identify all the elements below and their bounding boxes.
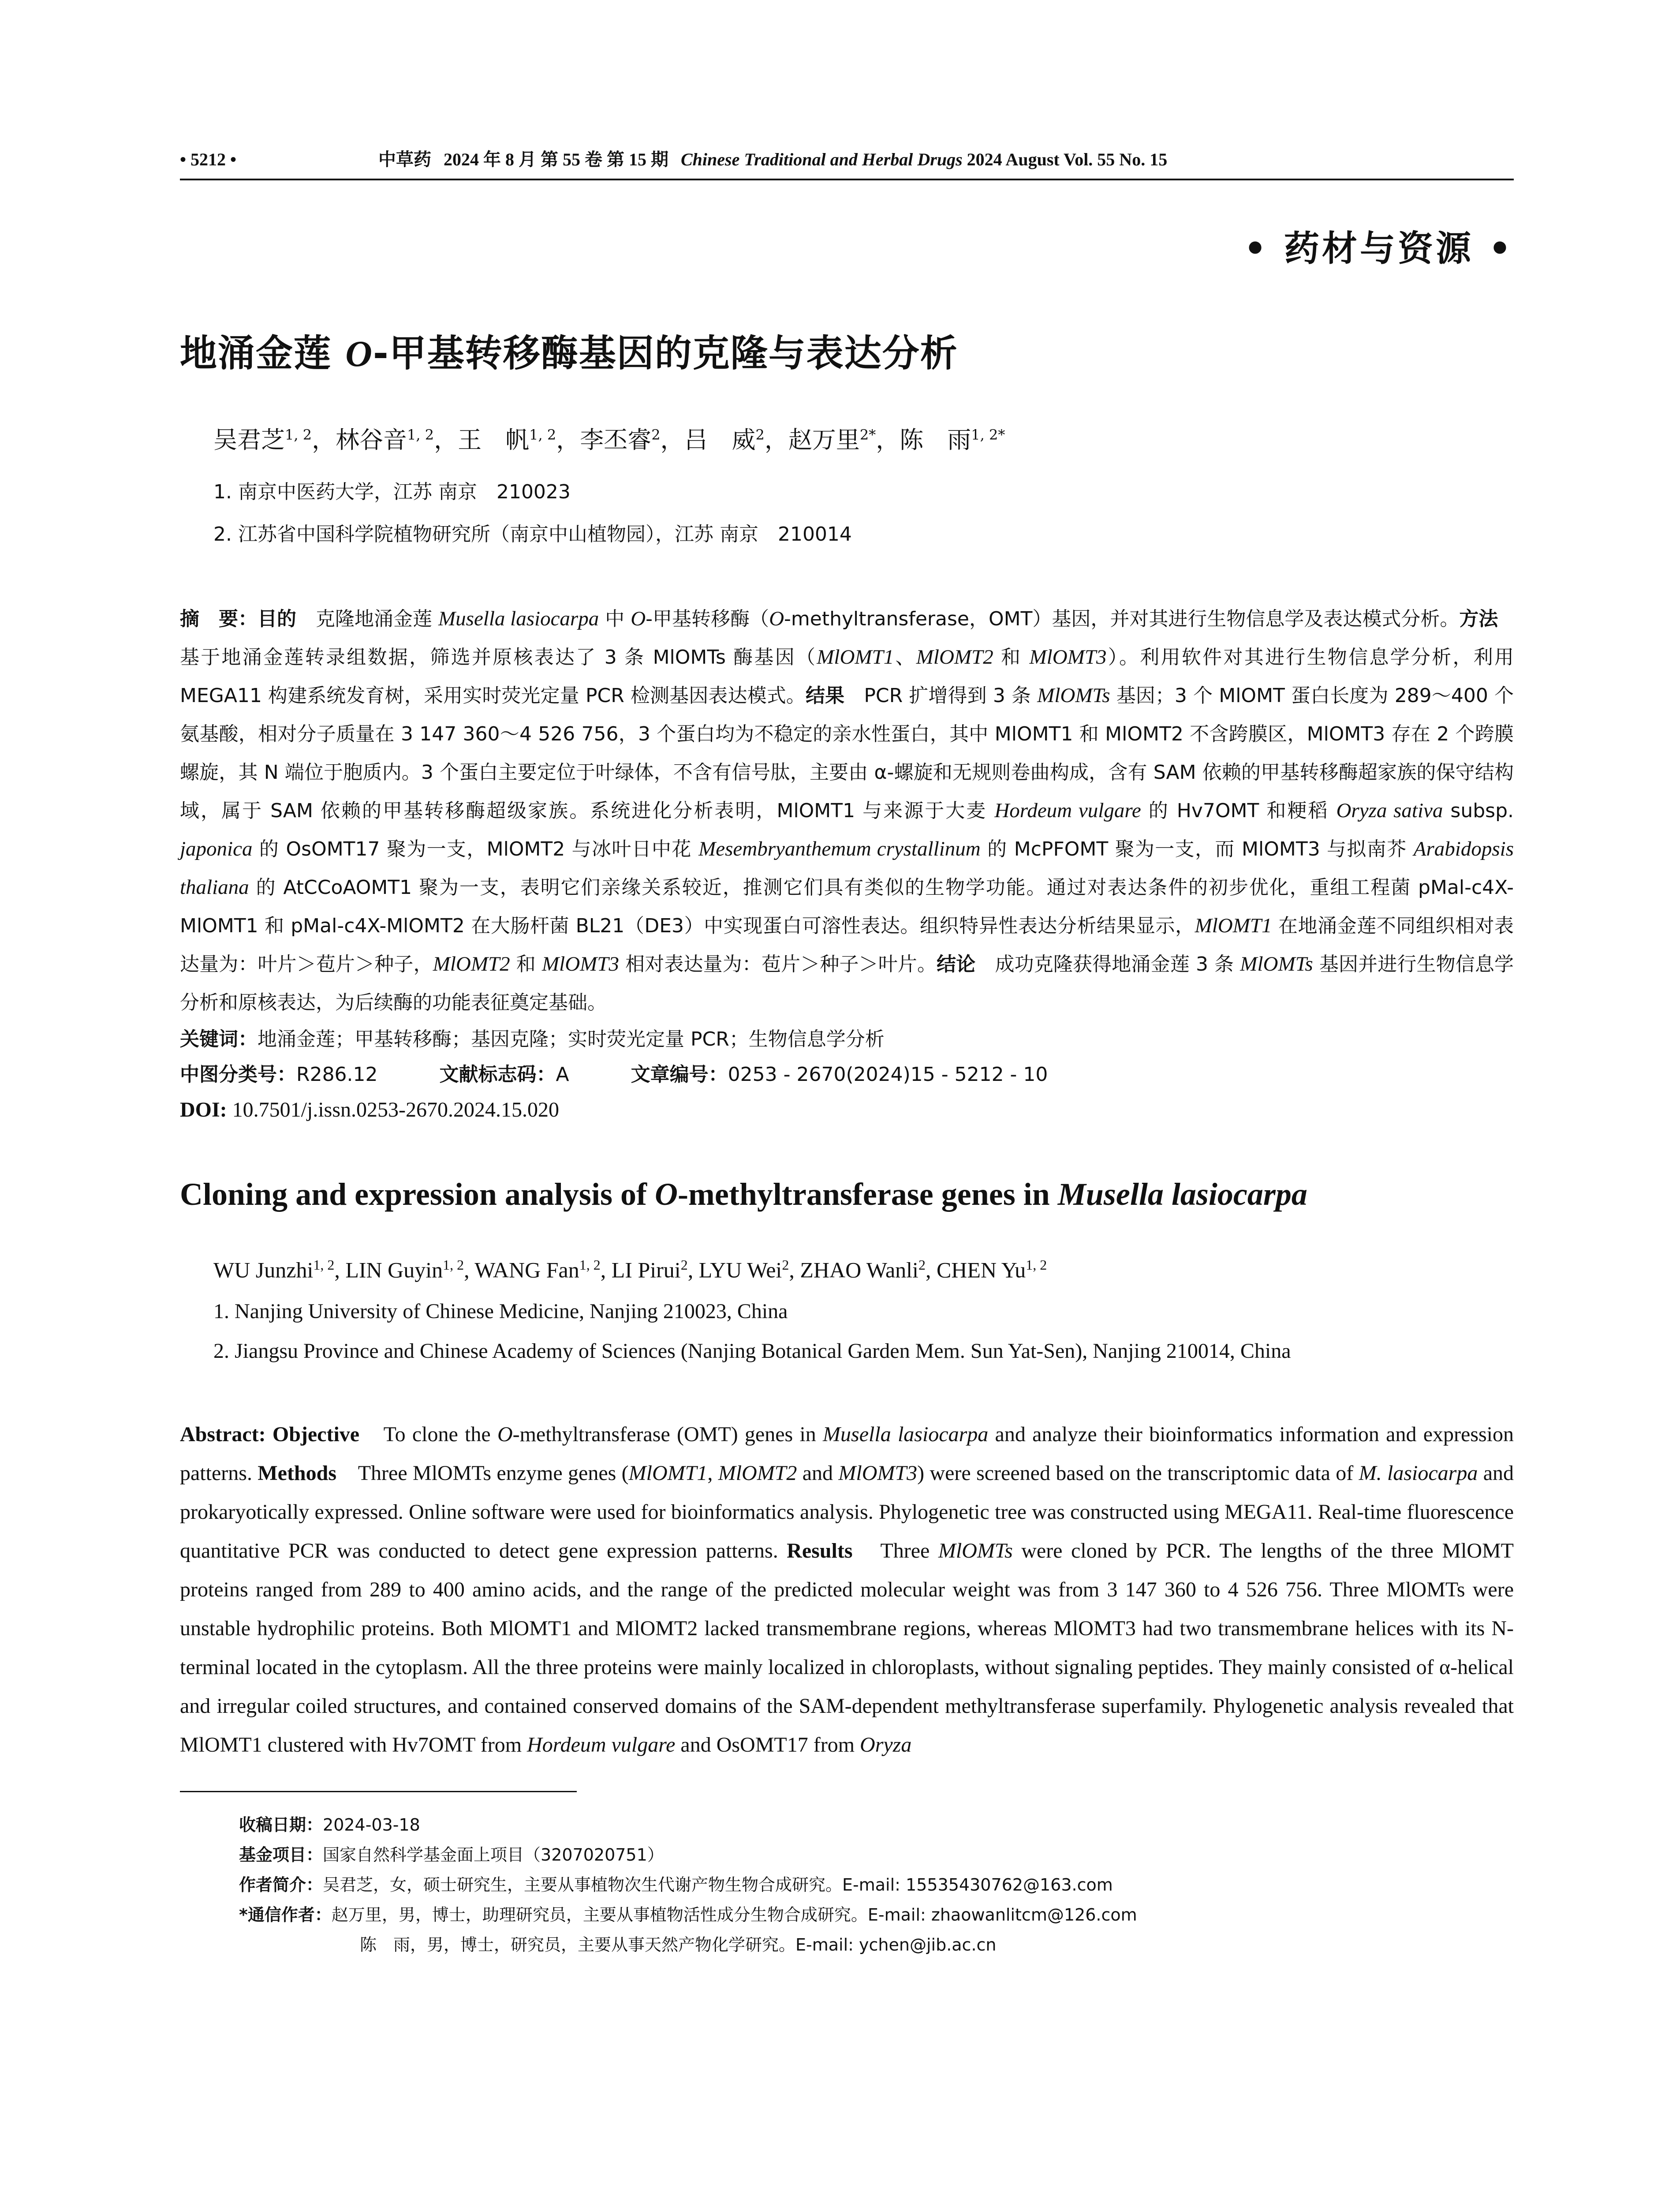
doi: DOI: 10.7501/j.issn.0253-2670.2024.15.020	[180, 1098, 560, 1121]
keywords-cn: 关键词：地涌金莲；甲基转移酶；基因克隆；实时荧光定量 PCR；生物信息学分析	[180, 1028, 885, 1050]
author-name: 林谷音	[336, 426, 407, 454]
italic-term: MlOMTs	[938, 1539, 1013, 1562]
author-affil-mark: 1, 2	[313, 1257, 335, 1273]
italic-term: MlOMT1	[628, 1461, 708, 1485]
author-affil-mark: 1, 2	[579, 1257, 601, 1273]
italic-term: Hordeum vulgare	[527, 1733, 676, 1757]
italic-term: O	[497, 1422, 513, 1446]
italic-term: MlOMT3	[838, 1461, 918, 1485]
author-name: 吴君芝	[213, 426, 285, 454]
footnote-rule	[180, 1791, 577, 1792]
author-affil-mark: 2*	[859, 426, 876, 443]
author-separator: ，	[312, 426, 336, 454]
classification-row	[180, 1057, 1514, 1092]
author-affil-mark: 1, 2	[407, 426, 434, 443]
footnotes	[239, 1810, 1514, 1960]
author-name: 吕 威	[684, 426, 756, 454]
footnote-value: 2024-03-18	[323, 1815, 420, 1835]
affiliations-en	[180, 1292, 1514, 1371]
author-name: WU Junzhi	[213, 1257, 314, 1282]
italic-term: MlOMT1	[817, 646, 894, 669]
author-name: 王 帆	[458, 426, 530, 454]
footnote-label: 基金项目：	[239, 1845, 323, 1865]
abstract-text: subsp.	[1443, 800, 1514, 822]
author-name: WANG Fan	[474, 1257, 579, 1282]
article-id: 文章编号：0253 - 2670(2024)15 - 5212 - 10	[631, 1063, 1048, 1086]
abstract-text: 的 Hv7OMT 和粳稻	[1141, 800, 1337, 822]
italic-term: O	[769, 607, 784, 630]
abstract-label: 摘 要：目的	[180, 608, 296, 630]
abstract-label: Methods	[258, 1461, 336, 1485]
footnote-label: 收稿日期：	[239, 1815, 323, 1835]
italic-term: M. lasiocarpa	[1359, 1461, 1478, 1485]
affiliation-cn-2: 2. 江苏省中国科学院植物研究所（南京中山植物园），江苏 南京 210014	[213, 523, 852, 546]
footnote-label: 作者简介：	[239, 1875, 323, 1895]
page-number: • 5212 •	[180, 149, 237, 169]
author-affil-mark: 1, 2	[1026, 1257, 1047, 1273]
abstract-text: 基于地涌金莲转录组数据，筛选并原核表达了 3 条 MlOMTs 酶基因（	[180, 608, 1518, 669]
italic-term: MlOMTs	[1240, 953, 1313, 975]
affiliation-cn-1: 1. 南京中医药大学，江苏 南京 210023	[213, 481, 571, 503]
italic-term: Oryza sativa	[1336, 799, 1443, 822]
abstract-label: Results	[787, 1539, 853, 1562]
abstract-text: 的 AtCCoAOMT1 聚为一支，表明它们亲缘关系较近，推测它们具有类似的生物学功能。通过对表达条件的初步优化，重组工程菌 pMal-c4X-MlOMT1 和 pMal-c4X-MlOMT2 在大肠杆菌 BL21（DE3）中实现蛋白可溶性表达。组织特异性表达分析结果显示，	[180, 876, 1514, 937]
abstract-text: PCR 扩增得到 3 条	[844, 684, 1038, 707]
italic-term: MlOMT2	[916, 646, 993, 669]
author-separator: ,	[464, 1257, 475, 1282]
author-separator: ,	[925, 1257, 937, 1282]
abstract-text: -methyltransferase，OMT）基因，并对其进行生物信息学及表达模式分析。	[784, 608, 1460, 630]
footnote-item	[239, 1810, 1514, 1840]
italic-term: Oryza	[860, 1733, 912, 1757]
footnote-label: *通信作者：	[239, 1905, 332, 1925]
issue-info-cn: 2024 年 8 月 第 55 卷 第 15 期	[444, 149, 668, 169]
abstract-text: 克隆地涌金莲	[296, 608, 438, 630]
clc-number: 中图分类号：R286.12	[180, 1063, 378, 1086]
abstract-text: 中	[599, 608, 631, 630]
author-affil-mark: 1, 2	[443, 1257, 464, 1273]
author-name: LIN Guyin	[345, 1257, 443, 1282]
author-name: LI Pirui	[611, 1257, 681, 1282]
author-separator: ，	[660, 426, 684, 454]
author-separator: ，	[764, 426, 788, 454]
abstract-cn	[180, 600, 1518, 1022]
author-name: LYU Wei	[698, 1257, 782, 1282]
author-separator: ,	[600, 1257, 612, 1282]
abstract-text: 在地涌金莲不同组织相对表达量为：叶片＞苞片＞种子，	[180, 915, 1514, 975]
footnote-item-extra: 陈 雨，男，博士，研究员，主要从事天然产物化学研究。E-mail: ychen@jib.ac.cn	[360, 1935, 997, 1955]
running-header	[180, 146, 1514, 180]
footnote-value: 国家自然科学基金面上项目（3207020751）	[323, 1845, 664, 1865]
italic-term: MlOMT1	[1195, 914, 1272, 937]
author-affil-mark: 2	[755, 426, 765, 443]
abstract-text: 基因；3 个 MlOMT 蛋白长度为 289～400 个氨基酸，相对分子质量在 3 147 360～4 526 756，3 个蛋白均为不稳定的亲水性蛋白，其中 MlOMT1 和 MlOMT2 不含跨膜区，MlOMT3 存在 2 个跨膜螺旋，其 N 端位于胞质内。3 个蛋白主要定位于叶绿体，不含有信号肽，主要由 α-螺旋和无规则卷曲构成，含有 SAM 依赖的甲基转移酶超家族的保守结构域，属于 SAM 依赖的甲基转移酶超级家族。系统进化分析表明，MlOMT1 与来源于大麦	[180, 684, 1514, 822]
abstract-text: ）。利用软件对其进行生物信息学分析，利用 MEGA11 构建系统发育树，采用实时荧光定量 PCR 检测基因表达模式。	[180, 646, 1514, 707]
italic-term: MlOMTs	[1037, 684, 1110, 707]
authors-en	[213, 1257, 1514, 1283]
authors-cn	[213, 421, 1514, 455]
abstract-text: Three	[852, 1539, 938, 1562]
italic-term: MlOMT2	[718, 1461, 797, 1485]
abstract-text: were cloned by PCR. The lengths of the three MlOMT proteins ranged from 289 to 400 amino acids, and the range of the predicted molecular weight was from 3 147 360 to 4 526 756. Three MlOMTs were unstable hydrophilic proteins. Both MlOMT1 and MlOMT2 lacked transmembrane regions, whereas MlOMT3 had two transmembrane helices with its N-terminal located in the cytoplasm. All the three proteins were mainly localized in chloroplasts, without signaling peptides. They mainly consisted of α-helical and irregular coiled structures, and contained conserved domains of the SAM-dependent methyltransferase superfamily. Phylogenetic analysis revealed that MlOMT1 clustered with Hv7OMT from	[180, 1539, 1514, 1757]
affiliation-en-1: 1. Nanjing University of Chinese Medicine, Nanjing 210023, China	[213, 1299, 788, 1323]
author-affil-mark: 1, 2*	[971, 426, 1005, 443]
italic-term: Musella lasiocarpa	[823, 1422, 989, 1446]
abstract-text: and	[797, 1461, 839, 1485]
abstract-text: ) were screened based on the transcriptomic data of	[917, 1461, 1359, 1485]
italic-term: O	[631, 607, 646, 630]
abstract-text: 基因并进行生物信息学分析和原核表达，为后续酶的功能表征奠定基础。	[180, 953, 1514, 1014]
affiliations-cn	[180, 471, 1514, 556]
italic-term: MlOMT3	[542, 953, 619, 975]
journal-name-en: Chinese Traditional and Herbal Drugs	[681, 149, 963, 169]
abstract-text: 和	[993, 646, 1030, 669]
author-affil-mark: 2	[680, 1257, 688, 1273]
footnote-item	[239, 1900, 1514, 1930]
author-separator: ，	[876, 426, 900, 454]
abstract-text: To clone the	[359, 1422, 497, 1446]
journal-name-cn: 中草药	[378, 149, 431, 169]
author-name: 李丕睿	[580, 426, 652, 454]
paper-page	[180, 146, 1518, 1960]
author-separator: ，	[434, 426, 458, 454]
footnote-value: 吴君芝，女，硕士研究生，主要从事植物次生代谢产物生物合成研究。E-mail: 15535430762@163.com	[323, 1875, 1113, 1895]
abstract-label: Abstract: Objective	[180, 1422, 360, 1446]
affiliation-en-2: 2. Jiangsu Province and Chinese Academy of Sciences (Nanjing Botanical Garden Mem. Sun Yat-Sen), Nanjing 210014, China	[213, 1339, 1291, 1363]
author-name: 陈 雨	[900, 426, 971, 454]
author-affil-mark: 1, 2	[529, 426, 556, 443]
abstract-text: 成功克隆获得地涌金莲 3 条	[975, 953, 1240, 975]
author-name: 赵万里	[788, 426, 860, 454]
abstract-text: 、	[894, 646, 916, 669]
abstract-label: 方法	[1459, 608, 1498, 630]
author-affil-mark: 2	[782, 1257, 789, 1273]
abstract-en	[180, 1415, 1514, 1764]
footnote-item	[239, 1870, 1514, 1900]
abstract-text: 相对表达量为：苞片＞种子＞叶片。	[619, 953, 937, 975]
title-en: Cloning and expression analysis of O-methyltransferase genes in Musella lasiocarpa	[180, 1177, 1307, 1212]
abstract-text: and prokaryotically expressed. Online software were used for bioinformatics analysis. Phylogenetic tree was constructed using MEGA11. Real-time fluorescence quantitative PCR was conducted to detect gene expression patterns.	[180, 1461, 1514, 1562]
abstract-text: and OsOMT17 from	[675, 1733, 860, 1757]
abstract-text: -甲基转移酶（	[646, 608, 769, 630]
title-cn: 地涌金莲 O-甲基转移酶基因的克隆与表达分析	[180, 332, 958, 375]
author-affil-mark: 2	[651, 426, 661, 443]
abstract-text: 的 McPFOMT 聚为一支，而 MlOMT3 与拟南芥	[980, 838, 1414, 860]
issue-info-en: 2024 August Vol. 55 No. 15	[967, 149, 1168, 169]
abstract-text: ,	[707, 1461, 718, 1485]
author-separator: ，	[556, 426, 580, 454]
author-affil-mark: 2	[918, 1257, 926, 1273]
abstract-label: 结果	[806, 684, 845, 707]
author-affil-mark: 1, 2	[285, 426, 312, 443]
footnote-item	[239, 1840, 1514, 1870]
italic-term: Hordeum vulgare	[994, 799, 1141, 822]
abstract-text: 和	[510, 953, 542, 975]
author-separator: ,	[334, 1257, 346, 1282]
italic-term: Musella lasiocarpa	[438, 607, 599, 630]
abstract-text: 的 OsOMT17 聚为一支，MlOMT2 与冰叶日中花	[252, 838, 699, 860]
italic-term: japonica	[180, 837, 253, 860]
footnote-value: 赵万里，男，博士，助理研究员，主要从事植物活性成分生物合成研究。E-mail: zhaowanlitcm@126.com	[331, 1905, 1137, 1925]
abstract-text: and analyze their bioinformatics information and expression patterns.	[180, 1422, 1514, 1485]
italic-term: Mesembryanthemum crystallinum	[698, 837, 981, 860]
author-separator: ,	[687, 1257, 699, 1282]
italic-term: MlOMT2	[433, 953, 510, 975]
abstract-text: -methyltransferase (OMT) genes in	[512, 1422, 823, 1446]
abstract-text: Three MlOMTs enzyme genes (	[336, 1461, 629, 1485]
document-code: 文献标志码：A	[439, 1063, 569, 1086]
section-label: • 药材与资源 •	[1244, 228, 1514, 269]
italic-term: MlOMT3	[1029, 646, 1107, 669]
author-separator: ,	[789, 1257, 800, 1282]
author-name: ZHAO Wanli	[800, 1257, 918, 1282]
abstract-label: 结论	[937, 953, 976, 975]
italic-term: Arabidopsis thaliana	[180, 837, 1514, 899]
author-name: CHEN Yu	[936, 1257, 1026, 1282]
